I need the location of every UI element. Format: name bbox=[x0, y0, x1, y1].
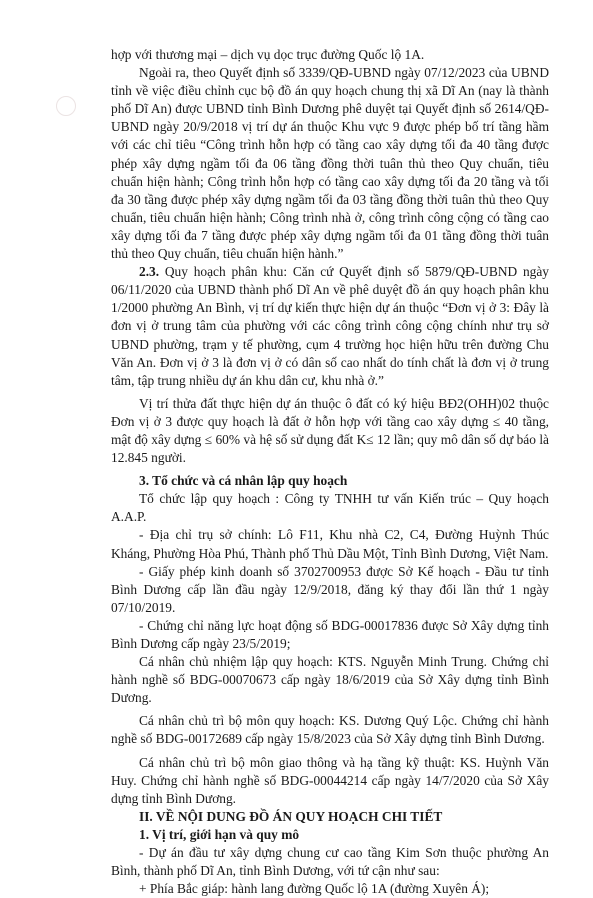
paragraph-planning-lead: Cá nhân chủ nhiệm lập quy hoạch: KTS. Nguyễn Minh Trung. Chứng chỉ hành nghề số BDG-00070673 cấp ngày 18/6/2019 của Sở Xây dựng tỉnh Bình Dương. bbox=[111, 654, 549, 706]
faint-stamp-mark bbox=[56, 96, 76, 116]
paragraph-project-description: - Dự án đầu tư xây dựng chung cư cao tầng Kim Sơn thuộc phường An Bình, thành phố Dĩ An, tỉnh Bình Dương, với tứ cận như sau: bbox=[111, 845, 549, 879]
paragraph-continuation: hợp với thương mại – dịch vụ dọc trục đường Quốc lộ 1A. bbox=[111, 47, 425, 62]
paragraph-north-boundary: + Phía Bắc giáp: hành lang đường Quốc lộ 1A (đường Xuyên Á); bbox=[139, 881, 490, 897]
paragraph-plot-location: Vị trí thửa đất thực hiện dự án thuộc ô đất có ký hiệu BĐ2(OHH)02 thuộc Đơn vị ở 3 được quy hoạch là đất ở hỗn hợp với tầng cao xây dựng ≤ 40 tầng, mật độ xây dựng ≤ 60% và hệ số sử dụng đất K≤ 12 lần; quy mô dân số dự báo là 12.845 người. bbox=[111, 395, 549, 466]
paragraph-capability-certificate: - Chứng chỉ năng lực hoạt động số BDG-00017836 được Sở Xây dựng tỉnh Bình Dương cấp ngày 23/5/2019; bbox=[111, 617, 549, 651]
section-number-2-3: 2.3. bbox=[139, 264, 160, 280]
heading-location-scale: 1. Vị trí, giới hạn và quy mô bbox=[139, 826, 300, 842]
paragraph-infrastructure-chair: Cá nhân chủ trì bộ môn giao thông và hạ tầng kỹ thuật: KS. Huỳnh Văn Huy. Chứng chỉ hành nghề số BDG-00044214 cấp ngày 14/7/2020 của Sở Xây dựng tỉnh Bình Dương. bbox=[111, 754, 549, 806]
paragraph-business-license: - Giấy phép kinh doanh số 3702700953 được Sở Kế hoạch - Đầu tư tỉnh Bình Dương cấp lần đầu ngày 12/9/2018, đăng ký thay đổi lần thứ 1 ngày 07/10/2019. bbox=[111, 563, 549, 615]
paragraph-head-office: - Địa chỉ trụ sở chính: Lô F11, Khu nhà C2, C4, Đường Huỳnh Thúc Kháng, Phường Hòa Phú, Thành phố Thủ Dầu Một, Tỉnh Bình Dương, Việt Nam. bbox=[111, 527, 549, 561]
paragraph-zoning-plan bbox=[111, 263, 549, 390]
heading-section-II: II. VỀ NỘI DUNG ĐỒ ÁN QUY HOẠCH CHI TIẾT bbox=[139, 808, 443, 824]
paragraph-planning-chair: Cá nhân chủ trì bộ môn quy hoạch: KS. Dương Quý Lộc. Chứng chỉ hành nghề số BDG-00172689 cấp ngày 15/8/2023 của Sở Xây dựng tỉnh Bình Dương. bbox=[111, 713, 549, 747]
paragraph-organization-name: Tổ chức lập quy hoạch : Công ty TNHH tư vấn Kiến trúc – Quy hoạch A.A.P. bbox=[111, 491, 549, 525]
paragraph-adjustment-decision: Ngoài ra, theo Quyết định số 3339/QĐ-UBND ngày 07/12/2023 của UBND tỉnh về việc điều chỉnh cục bộ đồ án quy hoạch chung thị xã Dĩ An (nay là thành phố Dĩ An) được UBND tỉnh Bình Dương phê duyệt tại Quyết định số 2614/QĐ-UBND ngày 20/9/2018 vị trí dự án thuộc Khu vực 9 được phép bố trí tầng hầm với các chỉ tiêu “Công trình hỗn hợp có tầng cao xây dựng tối đa 40 tầng được phép xây dựng ngầm tối đa 06 tầng đồng thời tuân thủ theo Quy chuẩn, tiêu chuẩn hiện hành; Công trình hỗn hợp có tầng cao xây dựng tối đa 20 tầng và tối đa 30 tầng được phép xây dựng ngầm tối đa 03 tầng đồng thời tuân thủ theo Quy chuẩn, tiêu chuẩn hiện hành; Công trình nhà ở, công trình công cộng có tầng cao xây dựng tối đa 7 tầng được phép xây dựng ngầm tối đa 01 tầng đồng thời tuân thủ theo Quy chuẩn, tiêu chuẩn hiện hành.” bbox=[111, 65, 549, 262]
zoning-plan-text: Quy hoạch phân khu: Căn cứ Quyết định số 5879/QĐ-UBND ngày 06/11/2020 của UBND thành phố Dĩ An về phê duyệt đồ án quy hoạch phân khu 1/2000 phường An Bình, vị trí dự kiến thực hiện dự án thuộc “Đơn vị ở 3: Đây là đơn vị ở trung tâm của phường với các công trình công cộng chính như trụ sở UBND phường, trạm y tế phường, cụm 4 trường học hiện hữu trên đường Chu Văn An. Đơn vị ở 3 là đơn vị ở có dân số cao nhất do tính chất là đơn vị ở trung tâm, tập trung nhiều dự án khu dân cư, khu nhà ở.” bbox=[111, 264, 549, 388]
heading-organization: 3. Tổ chức và cá nhân lập quy hoạch bbox=[139, 473, 348, 489]
